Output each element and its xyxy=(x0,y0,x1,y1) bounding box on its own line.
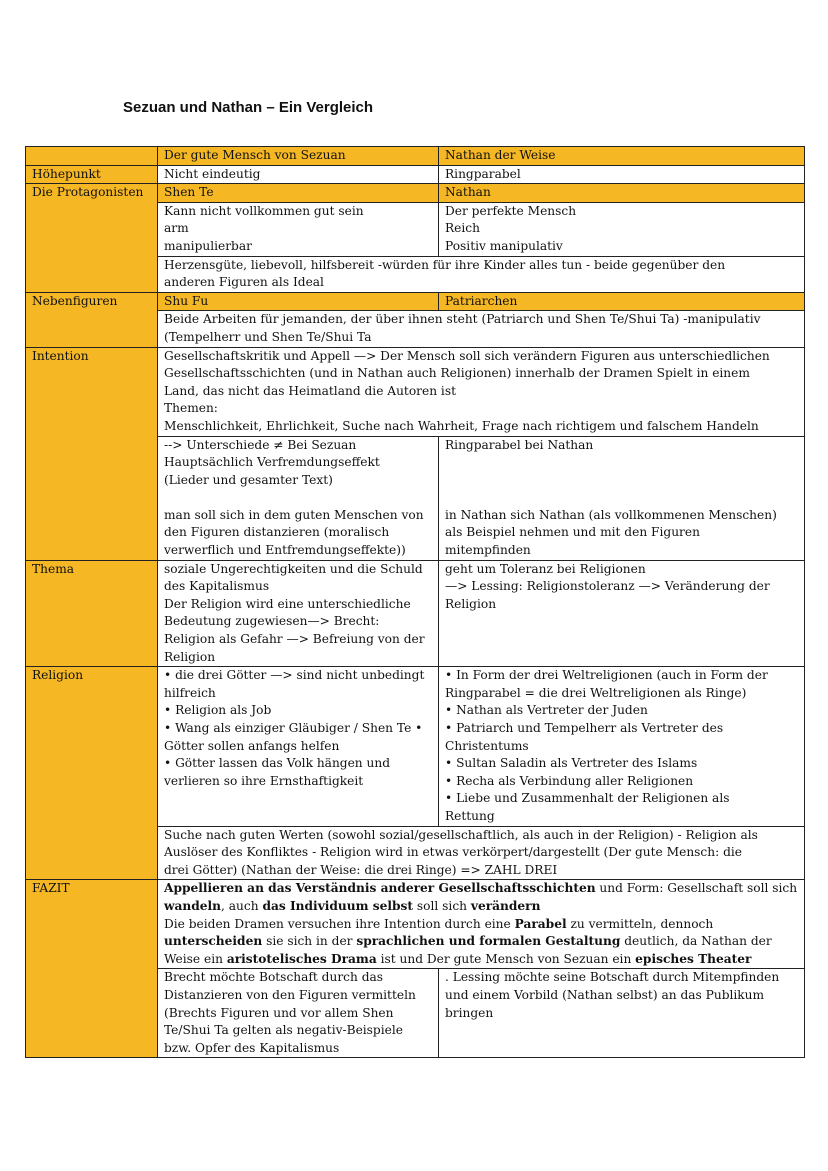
text-line: Positiv manipulativ xyxy=(445,238,563,253)
header-sezuan: Der gute Mensch von Sezuan xyxy=(158,147,439,166)
row-label-thema: Thema xyxy=(26,560,158,667)
spacer xyxy=(164,489,434,507)
list-item: • Liebe und Zusammenhalt der Religionen als xyxy=(445,791,730,806)
bold-phrase: episches Theater xyxy=(635,951,752,966)
text-span: Die beiden Dramen versuchen ihre Intention durch eine xyxy=(164,916,515,931)
nebenfiguren-shared xyxy=(158,311,805,347)
nebenfigur-nathan: Patriarchen xyxy=(439,292,805,311)
row-label-nebenfiguren: Nebenfiguren xyxy=(26,292,158,347)
text-line: in Nathan sich Nathan (als vollkommenen Menschen) xyxy=(445,507,777,522)
row-label-religion: Religion xyxy=(26,667,158,880)
text-line: Religion xyxy=(164,649,216,664)
text-line: Religion als Gefahr —> Befreiung von der xyxy=(164,632,425,647)
protagonist-sezuan-traits xyxy=(158,202,439,256)
text-line: soziale Ungerechtigkeiten und die Schuld xyxy=(164,561,423,576)
bold-phrase: sprachlichen und formalen Gestaltung xyxy=(356,934,621,949)
text-line: anderen Figuren als Ideal xyxy=(164,275,324,290)
list-item: Götter sollen anfangs helfen xyxy=(164,738,340,753)
list-item: verlieren so ihre Ernsthaftigkeit xyxy=(164,773,364,788)
bold-phrase: aristotelisches Drama xyxy=(226,951,377,966)
spacer xyxy=(445,489,800,507)
list-item: • Recha als Verbindung aller Religionen xyxy=(445,773,694,788)
text-line: Distanzieren von den Figuren vermitteln xyxy=(164,987,416,1002)
page-title: Sezuan und Nathan – Ein Vergleich xyxy=(123,99,374,116)
list-item: • Patriarch und Tempelherr als Vertreter des xyxy=(445,721,724,735)
text-line: geht um Toleranz bei Religionen xyxy=(445,561,646,576)
table-row-religion xyxy=(26,667,805,826)
bold-phrase: das Individuum selbst xyxy=(262,898,414,913)
text-line: Te/Shui Ta gelten als negativ-Beispiele xyxy=(164,1023,403,1038)
bold-phrase: verändern xyxy=(470,898,541,913)
text-line: manipulierbar xyxy=(164,238,252,253)
text-span: deutlich, da Nathan der Weise ein xyxy=(164,934,772,966)
thema-sezuan xyxy=(158,560,439,667)
header-nathan: Nathan der Weise xyxy=(439,147,805,166)
text-line: Gesellschaftskritik und Appell —> Der Mensch soll sich verändern Figuren aus unterschiedlichen xyxy=(164,348,770,363)
text-span: ist und Der gute Mensch von Sezuan ein xyxy=(376,951,636,966)
text-line: und einem Vorbild (Nathan selbst) an das Publikum xyxy=(445,987,765,1002)
text-line: Themen: xyxy=(164,401,218,416)
table-row-fazit xyxy=(26,880,805,969)
religion-nathan xyxy=(439,667,805,826)
bold-phrase: wandeln xyxy=(164,898,222,913)
text-line: mitempfinden xyxy=(445,543,531,558)
hoehepunkt-nathan: Ringparabel xyxy=(439,165,805,184)
intention-shared xyxy=(158,347,805,436)
text-line: (Tempelherr und Shen Te/Shui Ta xyxy=(164,329,372,344)
text-span: sie sich in der xyxy=(262,934,357,949)
list-item: • Götter lassen das Volk hängen und xyxy=(164,756,391,771)
text-line: Bedeutung zugewiesen—> Brecht: xyxy=(164,614,380,629)
text-line: (Brechts Figuren und vor allem Shen xyxy=(164,1005,394,1020)
bold-phrase: Parabel xyxy=(514,916,567,931)
protagonist-sezuan: Shen Te xyxy=(158,184,439,203)
text-line: —> Lessing: Religionstoleranz —> Veränderung der xyxy=(445,579,770,594)
spacer xyxy=(445,472,800,490)
table-row-thema xyxy=(26,560,805,667)
fazit-paragraph-2 xyxy=(164,916,800,969)
text-line: des Kapitalismus xyxy=(164,579,270,594)
religion-sezuan xyxy=(158,667,439,826)
list-item: • Wang als einziger Gläubiger / Shen Te • xyxy=(164,721,423,735)
text-line: Auslöser des Konfliktes - Religion wird in etwas verkörpert/dargestellt (Der gute Mensch: die xyxy=(164,845,742,860)
list-item: Ringparabel = die drei Weltreligionen als Ringe) xyxy=(445,685,747,700)
fazit-paragraph-1 xyxy=(164,880,800,915)
list-item: Rettung xyxy=(445,808,495,823)
thema-nathan xyxy=(439,560,805,667)
text-line: Der Religion wird eine unterschiedliche xyxy=(164,596,411,611)
religion-shared xyxy=(158,826,805,880)
table-header-row xyxy=(26,147,805,166)
text-line: Beide Arbeiten für jemanden, der über ihnen steht (Patriarch und Shen Te/Shui Ta) -manipulativ xyxy=(164,312,761,327)
text-line: Suche nach guten Werten (sowohl sozial/gesellschaftlich, als auch in der Religion) - Religion als xyxy=(164,827,758,842)
table-row-hoehepunkt xyxy=(26,165,805,184)
list-item: hilfreich xyxy=(164,685,216,700)
fazit-nathan xyxy=(439,969,805,1058)
list-item: Christentums xyxy=(445,738,529,753)
hoehepunkt-sezuan: Nicht eindeutig xyxy=(158,165,439,184)
text-line: bzw. Opfer des Kapitalismus xyxy=(164,1040,340,1055)
text-line: . Lessing möchte seine Botschaft durch Mitempfinden xyxy=(445,970,780,985)
row-label-protagonisten: Die Protagonisten xyxy=(26,184,158,293)
row-label-intention: Intention xyxy=(26,347,158,560)
text-line: arm xyxy=(164,221,189,236)
list-item: • die drei Götter —> sind nicht unbedingt xyxy=(164,668,425,683)
list-item: • Nathan als Vertreter der Juden xyxy=(445,703,648,718)
text-line: Reich xyxy=(445,221,480,236)
text-line: Hauptsächlich Verfremdungseffekt xyxy=(164,455,380,470)
text-span: soll sich xyxy=(413,898,471,913)
text-line: man soll sich in dem guten Menschen von xyxy=(164,507,424,522)
text-line: drei Götter) (Nathan der Weise: die drei Ringe) => ZAHL DREI xyxy=(164,862,558,877)
text-line: Land, das nicht das Heimatland die Autoren ist xyxy=(164,383,456,398)
text-line: als Beispiel nehmen und mit den Figuren xyxy=(445,525,700,540)
nebenfigur-sezuan: Shu Fu xyxy=(158,292,439,311)
text-line: (Lieder und gesamter Text) xyxy=(164,472,333,487)
text-line: Menschlichkeit, Ehrlichkeit, Suche nach Wahrheit, Frage nach richtigem und falschem Handeln xyxy=(164,418,759,433)
text-line: Gesellschaftsschichten (und in Nathan auch Religionen) innerhalb der Dramen Spielt in einem xyxy=(164,366,750,381)
text-span: zu vermitteln, dennoch xyxy=(566,916,714,931)
text-span: , auch xyxy=(221,898,263,913)
bold-phrase: Appellieren an das Verständnis anderer Gesellschaftsschichten xyxy=(164,881,596,896)
protagonist-nathan-traits xyxy=(439,202,805,256)
row-label-hoehepunkt: Höhepunkt xyxy=(26,165,158,184)
text-line: verwerflich und Entfremdungseffekte)) xyxy=(164,543,406,558)
fazit-sezuan xyxy=(158,969,439,1058)
text-line: Der perfekte Mensch xyxy=(445,203,577,218)
list-item: • In Form der drei Weltreligionen (auch in Form der xyxy=(445,668,768,683)
table-row-protagonisten xyxy=(26,184,805,203)
list-item: • Religion als Job xyxy=(164,703,272,718)
text-line: Kann nicht vollkommen gut sein xyxy=(164,203,364,218)
protagonisten-shared xyxy=(158,256,805,292)
spacer xyxy=(445,454,800,472)
header-empty-cell xyxy=(26,147,158,166)
text-line: --> Unterschiede ≠ Bei Sezuan xyxy=(164,437,357,452)
text-line: Religion xyxy=(445,596,497,611)
protagonist-nathan: Nathan xyxy=(439,184,805,203)
fazit-shared xyxy=(158,880,805,969)
text-line: Ringparabel bei Nathan xyxy=(445,437,594,452)
intention-nathan xyxy=(439,436,805,560)
text-line: Herzensgüte, liebevoll, hilfsbereit -würden für ihre Kinder alles tun - beide gegenüber den xyxy=(164,257,726,272)
comparison-table xyxy=(25,146,805,1058)
text-line: den Figuren distanzieren (moralisch xyxy=(164,525,390,540)
table-row-nebenfiguren xyxy=(26,292,805,311)
text-line: bringen xyxy=(445,1005,494,1020)
list-item: • Sultan Saladin als Vertreter des Islams xyxy=(445,756,698,771)
text-span: und Form: Gesellschaft soll sich xyxy=(595,881,798,896)
intention-sezuan xyxy=(158,436,439,560)
table-row-intention xyxy=(26,347,805,436)
bold-phrase: unterscheiden xyxy=(164,934,263,949)
row-label-fazit: FAZIT xyxy=(26,880,158,1058)
text-line: Brecht möchte Botschaft durch das xyxy=(164,970,384,985)
